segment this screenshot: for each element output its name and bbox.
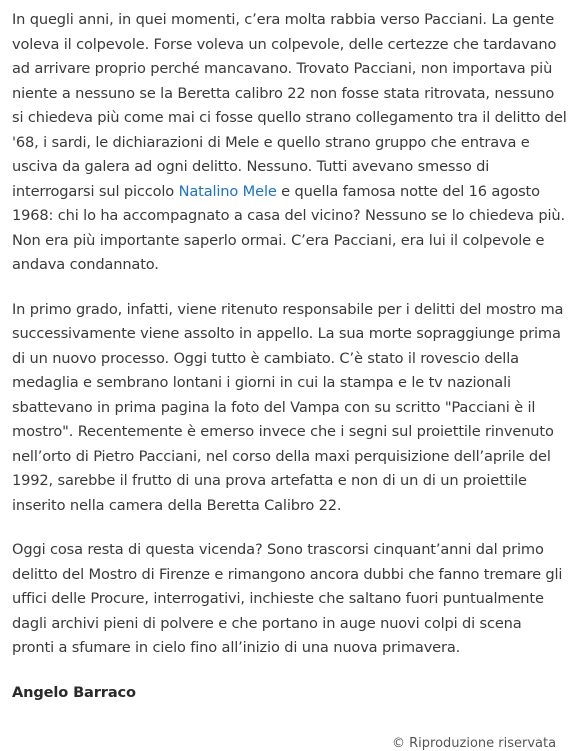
natalino-mele-link[interactable]: Natalino Mele [178, 182, 277, 200]
paragraph-2: In primo grado, infatti, viene ritenuto responsabile per i delitti del mostro ma successivamente viene assolto in appello. La sua morte sopraggiunge prima di un nuovo processo. Oggi tutto è cambiato. C’è stato il rovescio della medaglia e sembrano lontani i giorni in cui la stampa e le tv nazionali sbattevano in prima pagina la foto del Vampa con su scritto "Pacciani è il mostro". Recentemente è emerso invece che i segni sul proiettile rinvenuto nell’orto di Pietro Pacciani, nel corso della maxi perquisizione dell’aprile del 1992, sarebbe il frutto di una prova artefatta e non di un di un proiettile inserito nella camera della Beretta Calibro 22. [12, 300, 564, 514]
paragraph-3: Oggi cosa resta di questa vicenda? Sono trascorsi cinquant’anni dal primo delitto del Mostro di Firenze e rimangono ancora dubbi che fanno tremare gli uffici delle Procure, interrogativi, inchieste che saltano fuori puntualmente dagli archivi pieni di polvere e che portano in auge nuovi colpi di scena pronti a sfumare in cielo fino all’inizio di una nuova primavera. [12, 541, 563, 656]
paragraph-1-text-start: In quegli anni, in quei momenti, c’era molta rabbia verso Pacciani. La gente voleva il colpevole. Forse voleva un colpevole, delle certezze che tardavano ad arrivare proprio perché mancavano. Trovato Pacciani, non importava più niente a nessuno se la Beretta calibro 22 non fosse stata ritrovata, nessuno si chiedeva più come mai ci fosse quello strano collegamento tra il delitto del '68, i sardi, le dichiarazioni di Mele e quello strano gruppo che entrava e usciva da galera ad ogni delitto. Nessuno. Tutti avevano smesso di interrogarsi sul piccolo [12, 11, 567, 200]
author-name: Angelo Barraco [12, 683, 136, 701]
paragraph-1 [12, 8, 567, 278]
paragraph-1-text-end: e quella famosa notte del 16 agosto 1968: chi lo ha accompagnato a casa del vicino? Nessuno se lo chiedeva più. Non era più importante saperlo ormai. C’era Pacciani, era lui il colpevole e andava condannato. [12, 182, 565, 273]
copyright-notice: © Riproduzione riservata [392, 736, 557, 751]
article-body [12, 8, 567, 705]
